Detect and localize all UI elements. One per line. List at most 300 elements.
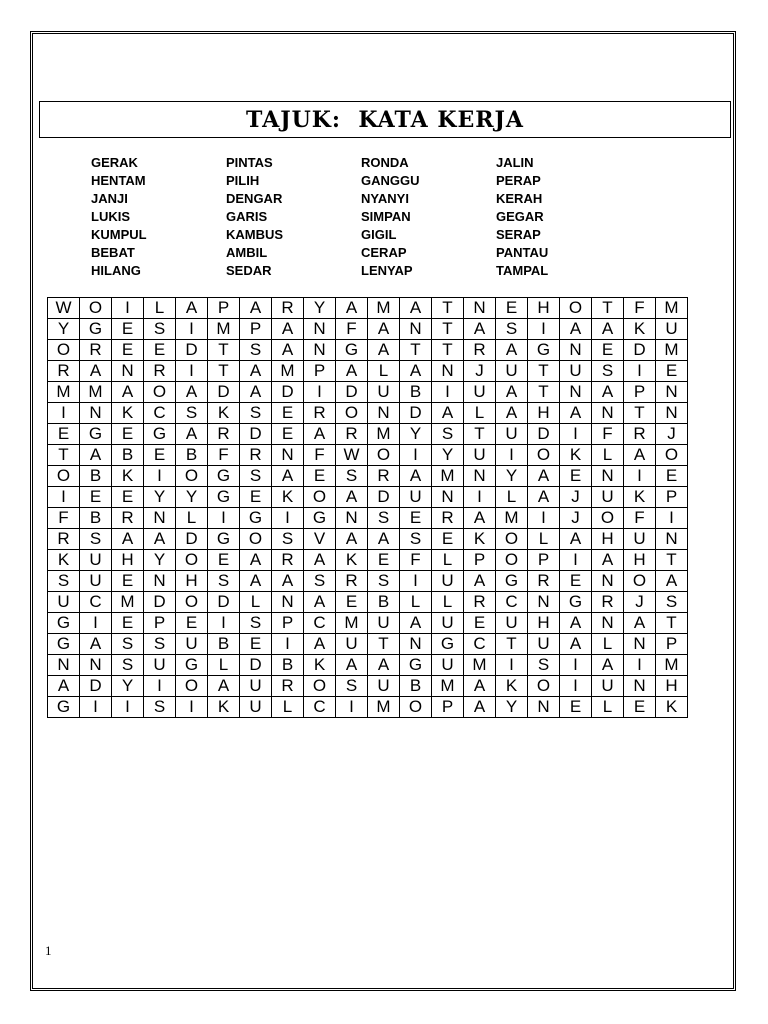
- grid-cell[interactable]: B: [272, 655, 304, 676]
- grid-cell[interactable]: A: [176, 298, 208, 319]
- grid-cell[interactable]: B: [80, 508, 112, 529]
- grid-cell[interactable]: O: [496, 529, 528, 550]
- grid-cell[interactable]: I: [656, 508, 688, 529]
- grid-cell[interactable]: D: [368, 487, 400, 508]
- grid-cell[interactable]: E: [240, 634, 272, 655]
- grid-cell[interactable]: T: [208, 361, 240, 382]
- grid-cell[interactable]: E: [48, 424, 80, 445]
- grid-cell[interactable]: L: [496, 487, 528, 508]
- grid-cell[interactable]: F: [400, 550, 432, 571]
- grid-cell[interactable]: O: [592, 508, 624, 529]
- grid-cell[interactable]: O: [496, 550, 528, 571]
- grid-cell[interactable]: W: [336, 445, 368, 466]
- grid-cell[interactable]: R: [48, 529, 80, 550]
- grid-cell[interactable]: A: [496, 382, 528, 403]
- grid-cell[interactable]: A: [304, 550, 336, 571]
- grid-cell[interactable]: N: [528, 697, 560, 718]
- grid-cell[interactable]: C: [80, 592, 112, 613]
- grid-cell[interactable]: A: [496, 403, 528, 424]
- grid-cell[interactable]: R: [144, 361, 176, 382]
- grid-cell[interactable]: N: [592, 403, 624, 424]
- grid-cell[interactable]: H: [112, 550, 144, 571]
- grid-cell[interactable]: A: [624, 445, 656, 466]
- grid-cell[interactable]: U: [592, 676, 624, 697]
- grid-cell[interactable]: S: [272, 529, 304, 550]
- grid-cell[interactable]: Y: [432, 445, 464, 466]
- grid-cell[interactable]: D: [208, 592, 240, 613]
- grid-cell[interactable]: D: [400, 403, 432, 424]
- grid-cell[interactable]: N: [464, 466, 496, 487]
- grid-cell[interactable]: V: [304, 529, 336, 550]
- grid-cell[interactable]: B: [112, 445, 144, 466]
- grid-cell[interactable]: U: [464, 382, 496, 403]
- grid-cell[interactable]: N: [656, 529, 688, 550]
- grid-cell[interactable]: C: [304, 613, 336, 634]
- grid-cell[interactable]: G: [400, 655, 432, 676]
- grid-cell[interactable]: A: [336, 298, 368, 319]
- grid-cell[interactable]: N: [400, 319, 432, 340]
- grid-cell[interactable]: J: [656, 424, 688, 445]
- grid-cell[interactable]: A: [272, 466, 304, 487]
- grid-cell[interactable]: S: [304, 571, 336, 592]
- grid-cell[interactable]: S: [496, 319, 528, 340]
- grid-cell[interactable]: C: [464, 634, 496, 655]
- grid-cell[interactable]: P: [208, 298, 240, 319]
- grid-cell[interactable]: N: [464, 298, 496, 319]
- grid-cell[interactable]: O: [336, 403, 368, 424]
- grid-cell[interactable]: F: [592, 424, 624, 445]
- grid-cell[interactable]: A: [624, 613, 656, 634]
- grid-cell[interactable]: U: [176, 634, 208, 655]
- grid-cell[interactable]: E: [432, 529, 464, 550]
- grid-cell[interactable]: A: [592, 319, 624, 340]
- grid-cell[interactable]: G: [304, 508, 336, 529]
- grid-cell[interactable]: I: [304, 382, 336, 403]
- grid-cell[interactable]: E: [112, 340, 144, 361]
- grid-cell[interactable]: O: [80, 298, 112, 319]
- grid-cell[interactable]: F: [624, 508, 656, 529]
- grid-cell[interactable]: E: [592, 340, 624, 361]
- grid-cell[interactable]: I: [496, 445, 528, 466]
- grid-cell[interactable]: N: [272, 445, 304, 466]
- grid-cell[interactable]: S: [592, 361, 624, 382]
- grid-cell[interactable]: M: [336, 613, 368, 634]
- grid-cell[interactable]: Y: [176, 487, 208, 508]
- grid-cell[interactable]: I: [400, 445, 432, 466]
- grid-cell[interactable]: A: [592, 382, 624, 403]
- grid-cell[interactable]: S: [432, 424, 464, 445]
- grid-cell[interactable]: U: [432, 655, 464, 676]
- grid-cell[interactable]: G: [80, 424, 112, 445]
- grid-cell[interactable]: T: [496, 634, 528, 655]
- grid-cell[interactable]: K: [496, 676, 528, 697]
- grid-cell[interactable]: A: [240, 550, 272, 571]
- grid-cell[interactable]: M: [464, 655, 496, 676]
- grid-cell[interactable]: K: [464, 529, 496, 550]
- grid-cell[interactable]: I: [176, 697, 208, 718]
- grid-cell[interactable]: U: [592, 487, 624, 508]
- grid-cell[interactable]: N: [592, 613, 624, 634]
- grid-cell[interactable]: S: [80, 529, 112, 550]
- grid-cell[interactable]: I: [80, 697, 112, 718]
- grid-cell[interactable]: A: [432, 403, 464, 424]
- grid-cell[interactable]: A: [368, 319, 400, 340]
- grid-cell[interactable]: R: [112, 508, 144, 529]
- grid-cell[interactable]: S: [112, 634, 144, 655]
- grid-cell[interactable]: M: [112, 592, 144, 613]
- grid-cell[interactable]: E: [176, 613, 208, 634]
- grid-cell[interactable]: L: [368, 361, 400, 382]
- grid-cell[interactable]: B: [368, 592, 400, 613]
- grid-cell[interactable]: A: [368, 655, 400, 676]
- grid-cell[interactable]: E: [112, 487, 144, 508]
- grid-cell[interactable]: N: [624, 676, 656, 697]
- grid-cell[interactable]: E: [240, 487, 272, 508]
- grid-cell[interactable]: T: [48, 445, 80, 466]
- grid-cell[interactable]: T: [464, 424, 496, 445]
- grid-cell[interactable]: L: [208, 655, 240, 676]
- grid-cell[interactable]: B: [400, 382, 432, 403]
- grid-cell[interactable]: M: [432, 466, 464, 487]
- grid-cell[interactable]: M: [496, 508, 528, 529]
- grid-cell[interactable]: J: [560, 508, 592, 529]
- grid-cell[interactable]: K: [624, 319, 656, 340]
- grid-cell[interactable]: T: [208, 340, 240, 361]
- grid-cell[interactable]: A: [272, 571, 304, 592]
- grid-cell[interactable]: S: [208, 571, 240, 592]
- grid-cell[interactable]: E: [208, 550, 240, 571]
- grid-cell[interactable]: K: [304, 655, 336, 676]
- grid-cell[interactable]: A: [176, 382, 208, 403]
- grid-cell[interactable]: G: [48, 697, 80, 718]
- grid-cell[interactable]: L: [144, 298, 176, 319]
- grid-cell[interactable]: E: [112, 571, 144, 592]
- grid-cell[interactable]: I: [624, 655, 656, 676]
- grid-cell[interactable]: P: [528, 550, 560, 571]
- grid-cell[interactable]: T: [656, 613, 688, 634]
- grid-cell[interactable]: I: [48, 403, 80, 424]
- grid-cell[interactable]: O: [176, 550, 208, 571]
- grid-cell[interactable]: B: [80, 466, 112, 487]
- grid-cell[interactable]: A: [304, 424, 336, 445]
- grid-cell[interactable]: D: [144, 592, 176, 613]
- grid-cell[interactable]: E: [560, 697, 592, 718]
- grid-cell[interactable]: A: [368, 340, 400, 361]
- grid-cell[interactable]: N: [656, 382, 688, 403]
- grid-cell[interactable]: N: [368, 403, 400, 424]
- grid-cell[interactable]: S: [240, 403, 272, 424]
- grid-cell[interactable]: Y: [144, 487, 176, 508]
- grid-cell[interactable]: G: [208, 466, 240, 487]
- grid-cell[interactable]: R: [336, 424, 368, 445]
- grid-cell[interactable]: A: [176, 424, 208, 445]
- grid-cell[interactable]: E: [272, 424, 304, 445]
- grid-cell[interactable]: A: [240, 571, 272, 592]
- grid-cell[interactable]: D: [176, 340, 208, 361]
- grid-cell[interactable]: A: [560, 613, 592, 634]
- grid-cell[interactable]: A: [208, 676, 240, 697]
- grid-cell[interactable]: S: [528, 655, 560, 676]
- grid-cell[interactable]: I: [560, 550, 592, 571]
- grid-cell[interactable]: O: [656, 445, 688, 466]
- grid-cell[interactable]: M: [80, 382, 112, 403]
- grid-cell[interactable]: F: [336, 319, 368, 340]
- grid-cell[interactable]: U: [48, 592, 80, 613]
- grid-cell[interactable]: E: [112, 424, 144, 445]
- grid-cell[interactable]: A: [464, 697, 496, 718]
- grid-cell[interactable]: S: [336, 466, 368, 487]
- grid-cell[interactable]: A: [592, 550, 624, 571]
- grid-cell[interactable]: N: [144, 571, 176, 592]
- grid-cell[interactable]: L: [240, 592, 272, 613]
- grid-cell[interactable]: K: [624, 487, 656, 508]
- grid-cell[interactable]: I: [208, 508, 240, 529]
- grid-cell[interactable]: C: [144, 403, 176, 424]
- grid-cell[interactable]: U: [496, 424, 528, 445]
- grid-cell[interactable]: T: [368, 634, 400, 655]
- grid-cell[interactable]: A: [80, 445, 112, 466]
- grid-cell[interactable]: G: [48, 634, 80, 655]
- grid-cell[interactable]: E: [464, 613, 496, 634]
- grid-cell[interactable]: O: [176, 466, 208, 487]
- grid-cell[interactable]: A: [304, 592, 336, 613]
- grid-cell[interactable]: A: [400, 613, 432, 634]
- grid-cell[interactable]: I: [336, 697, 368, 718]
- grid-cell[interactable]: N: [48, 655, 80, 676]
- grid-cell[interactable]: O: [144, 382, 176, 403]
- grid-cell[interactable]: M: [368, 298, 400, 319]
- grid-cell[interactable]: I: [624, 466, 656, 487]
- grid-cell[interactable]: P: [464, 550, 496, 571]
- grid-cell[interactable]: E: [560, 466, 592, 487]
- grid-cell[interactable]: A: [464, 571, 496, 592]
- grid-cell[interactable]: D: [528, 424, 560, 445]
- grid-cell[interactable]: I: [560, 424, 592, 445]
- grid-cell[interactable]: I: [272, 634, 304, 655]
- grid-cell[interactable]: R: [208, 424, 240, 445]
- grid-cell[interactable]: F: [304, 445, 336, 466]
- grid-cell[interactable]: N: [112, 361, 144, 382]
- grid-cell[interactable]: Y: [496, 697, 528, 718]
- grid-cell[interactable]: H: [528, 403, 560, 424]
- grid-cell[interactable]: G: [496, 571, 528, 592]
- grid-cell[interactable]: A: [560, 319, 592, 340]
- grid-cell[interactable]: N: [272, 592, 304, 613]
- grid-cell[interactable]: U: [528, 634, 560, 655]
- grid-cell[interactable]: A: [80, 634, 112, 655]
- grid-cell[interactable]: E: [112, 319, 144, 340]
- grid-cell[interactable]: I: [624, 361, 656, 382]
- grid-cell[interactable]: M: [656, 298, 688, 319]
- grid-cell[interactable]: Y: [112, 676, 144, 697]
- grid-cell[interactable]: J: [560, 487, 592, 508]
- grid-cell[interactable]: O: [400, 697, 432, 718]
- grid-cell[interactable]: R: [528, 571, 560, 592]
- grid-cell[interactable]: A: [400, 361, 432, 382]
- grid-cell[interactable]: P: [656, 634, 688, 655]
- grid-cell[interactable]: U: [496, 361, 528, 382]
- grid-cell[interactable]: M: [208, 319, 240, 340]
- grid-cell[interactable]: T: [656, 550, 688, 571]
- grid-cell[interactable]: E: [400, 508, 432, 529]
- grid-cell[interactable]: K: [656, 697, 688, 718]
- grid-cell[interactable]: Y: [400, 424, 432, 445]
- grid-cell[interactable]: A: [496, 340, 528, 361]
- grid-cell[interactable]: U: [240, 676, 272, 697]
- grid-cell[interactable]: S: [144, 319, 176, 340]
- grid-cell[interactable]: N: [80, 655, 112, 676]
- grid-cell[interactable]: U: [432, 571, 464, 592]
- grid-cell[interactable]: I: [144, 676, 176, 697]
- grid-cell[interactable]: I: [48, 487, 80, 508]
- grid-cell[interactable]: S: [656, 592, 688, 613]
- grid-cell[interactable]: E: [560, 571, 592, 592]
- grid-cell[interactable]: O: [304, 487, 336, 508]
- grid-cell[interactable]: U: [240, 697, 272, 718]
- grid-cell[interactable]: A: [400, 466, 432, 487]
- grid-cell[interactable]: D: [336, 382, 368, 403]
- grid-cell[interactable]: G: [240, 508, 272, 529]
- grid-cell[interactable]: T: [432, 319, 464, 340]
- grid-cell[interactable]: M: [656, 340, 688, 361]
- grid-cell[interactable]: I: [528, 319, 560, 340]
- grid-cell[interactable]: O: [528, 445, 560, 466]
- grid-cell[interactable]: R: [80, 340, 112, 361]
- grid-cell[interactable]: T: [592, 298, 624, 319]
- grid-cell[interactable]: R: [464, 340, 496, 361]
- grid-cell[interactable]: D: [272, 382, 304, 403]
- grid-cell[interactable]: A: [112, 382, 144, 403]
- grid-cell[interactable]: U: [144, 655, 176, 676]
- grid-cell[interactable]: O: [48, 466, 80, 487]
- grid-cell[interactable]: G: [432, 634, 464, 655]
- grid-cell[interactable]: L: [176, 508, 208, 529]
- grid-cell[interactable]: U: [400, 487, 432, 508]
- grid-cell[interactable]: S: [48, 571, 80, 592]
- grid-cell[interactable]: A: [464, 508, 496, 529]
- grid-cell[interactable]: A: [464, 319, 496, 340]
- grid-cell[interactable]: M: [368, 424, 400, 445]
- grid-cell[interactable]: K: [560, 445, 592, 466]
- grid-cell[interactable]: U: [368, 676, 400, 697]
- grid-cell[interactable]: L: [464, 403, 496, 424]
- grid-cell[interactable]: N: [624, 634, 656, 655]
- grid-cell[interactable]: T: [528, 382, 560, 403]
- grid-cell[interactable]: H: [656, 676, 688, 697]
- grid-cell[interactable]: E: [304, 466, 336, 487]
- grid-cell[interactable]: B: [208, 634, 240, 655]
- grid-cell[interactable]: P: [272, 613, 304, 634]
- grid-cell[interactable]: A: [464, 676, 496, 697]
- grid-cell[interactable]: O: [176, 592, 208, 613]
- grid-cell[interactable]: U: [496, 613, 528, 634]
- grid-cell[interactable]: N: [528, 592, 560, 613]
- grid-cell[interactable]: E: [112, 613, 144, 634]
- grid-cell[interactable]: I: [176, 361, 208, 382]
- grid-cell[interactable]: S: [240, 340, 272, 361]
- grid-cell[interactable]: R: [592, 592, 624, 613]
- grid-cell[interactable]: A: [304, 634, 336, 655]
- grid-cell[interactable]: M: [368, 697, 400, 718]
- grid-cell[interactable]: I: [80, 613, 112, 634]
- grid-cell[interactable]: R: [464, 592, 496, 613]
- grid-cell[interactable]: I: [560, 655, 592, 676]
- grid-cell[interactable]: G: [80, 319, 112, 340]
- grid-cell[interactable]: A: [144, 529, 176, 550]
- grid-cell[interactable]: J: [464, 361, 496, 382]
- grid-cell[interactable]: K: [208, 697, 240, 718]
- grid-cell[interactable]: H: [624, 550, 656, 571]
- grid-cell[interactable]: E: [272, 403, 304, 424]
- grid-cell[interactable]: D: [176, 529, 208, 550]
- grid-cell[interactable]: S: [240, 466, 272, 487]
- grid-cell[interactable]: A: [272, 340, 304, 361]
- grid-cell[interactable]: I: [400, 571, 432, 592]
- grid-cell[interactable]: U: [336, 634, 368, 655]
- grid-cell[interactable]: F: [48, 508, 80, 529]
- grid-cell[interactable]: T: [528, 361, 560, 382]
- grid-cell[interactable]: P: [240, 319, 272, 340]
- grid-cell[interactable]: K: [48, 550, 80, 571]
- grid-cell[interactable]: I: [144, 466, 176, 487]
- grid-cell[interactable]: I: [112, 298, 144, 319]
- grid-cell[interactable]: N: [656, 403, 688, 424]
- grid-cell[interactable]: J: [624, 592, 656, 613]
- grid-cell[interactable]: L: [528, 529, 560, 550]
- grid-cell[interactable]: E: [80, 487, 112, 508]
- grid-cell[interactable]: F: [624, 298, 656, 319]
- grid-cell[interactable]: N: [560, 382, 592, 403]
- grid-cell[interactable]: U: [80, 550, 112, 571]
- grid-cell[interactable]: O: [48, 340, 80, 361]
- grid-cell[interactable]: A: [336, 655, 368, 676]
- grid-cell[interactable]: U: [432, 613, 464, 634]
- grid-cell[interactable]: U: [368, 613, 400, 634]
- grid-cell[interactable]: I: [432, 382, 464, 403]
- grid-cell[interactable]: A: [592, 655, 624, 676]
- grid-cell[interactable]: D: [240, 424, 272, 445]
- grid-cell[interactable]: R: [624, 424, 656, 445]
- grid-cell[interactable]: I: [496, 655, 528, 676]
- grid-cell[interactable]: Y: [144, 550, 176, 571]
- grid-cell[interactable]: U: [464, 445, 496, 466]
- grid-cell[interactable]: I: [464, 487, 496, 508]
- grid-cell[interactable]: T: [624, 403, 656, 424]
- grid-cell[interactable]: M: [272, 361, 304, 382]
- grid-cell[interactable]: O: [304, 676, 336, 697]
- grid-cell[interactable]: E: [368, 550, 400, 571]
- grid-cell[interactable]: U: [560, 361, 592, 382]
- grid-cell[interactable]: A: [240, 298, 272, 319]
- grid-cell[interactable]: M: [48, 382, 80, 403]
- grid-cell[interactable]: O: [560, 298, 592, 319]
- grid-cell[interactable]: A: [112, 529, 144, 550]
- grid-cell[interactable]: K: [112, 403, 144, 424]
- grid-cell[interactable]: G: [176, 655, 208, 676]
- grid-cell[interactable]: S: [144, 697, 176, 718]
- grid-cell[interactable]: N: [400, 634, 432, 655]
- grid-cell[interactable]: Y: [48, 319, 80, 340]
- grid-cell[interactable]: M: [432, 676, 464, 697]
- grid-cell[interactable]: A: [336, 361, 368, 382]
- grid-cell[interactable]: H: [528, 298, 560, 319]
- grid-cell[interactable]: S: [368, 508, 400, 529]
- grid-cell[interactable]: O: [368, 445, 400, 466]
- grid-cell[interactable]: N: [592, 466, 624, 487]
- grid-cell[interactable]: L: [592, 445, 624, 466]
- grid-cell[interactable]: U: [368, 382, 400, 403]
- grid-cell[interactable]: S: [144, 634, 176, 655]
